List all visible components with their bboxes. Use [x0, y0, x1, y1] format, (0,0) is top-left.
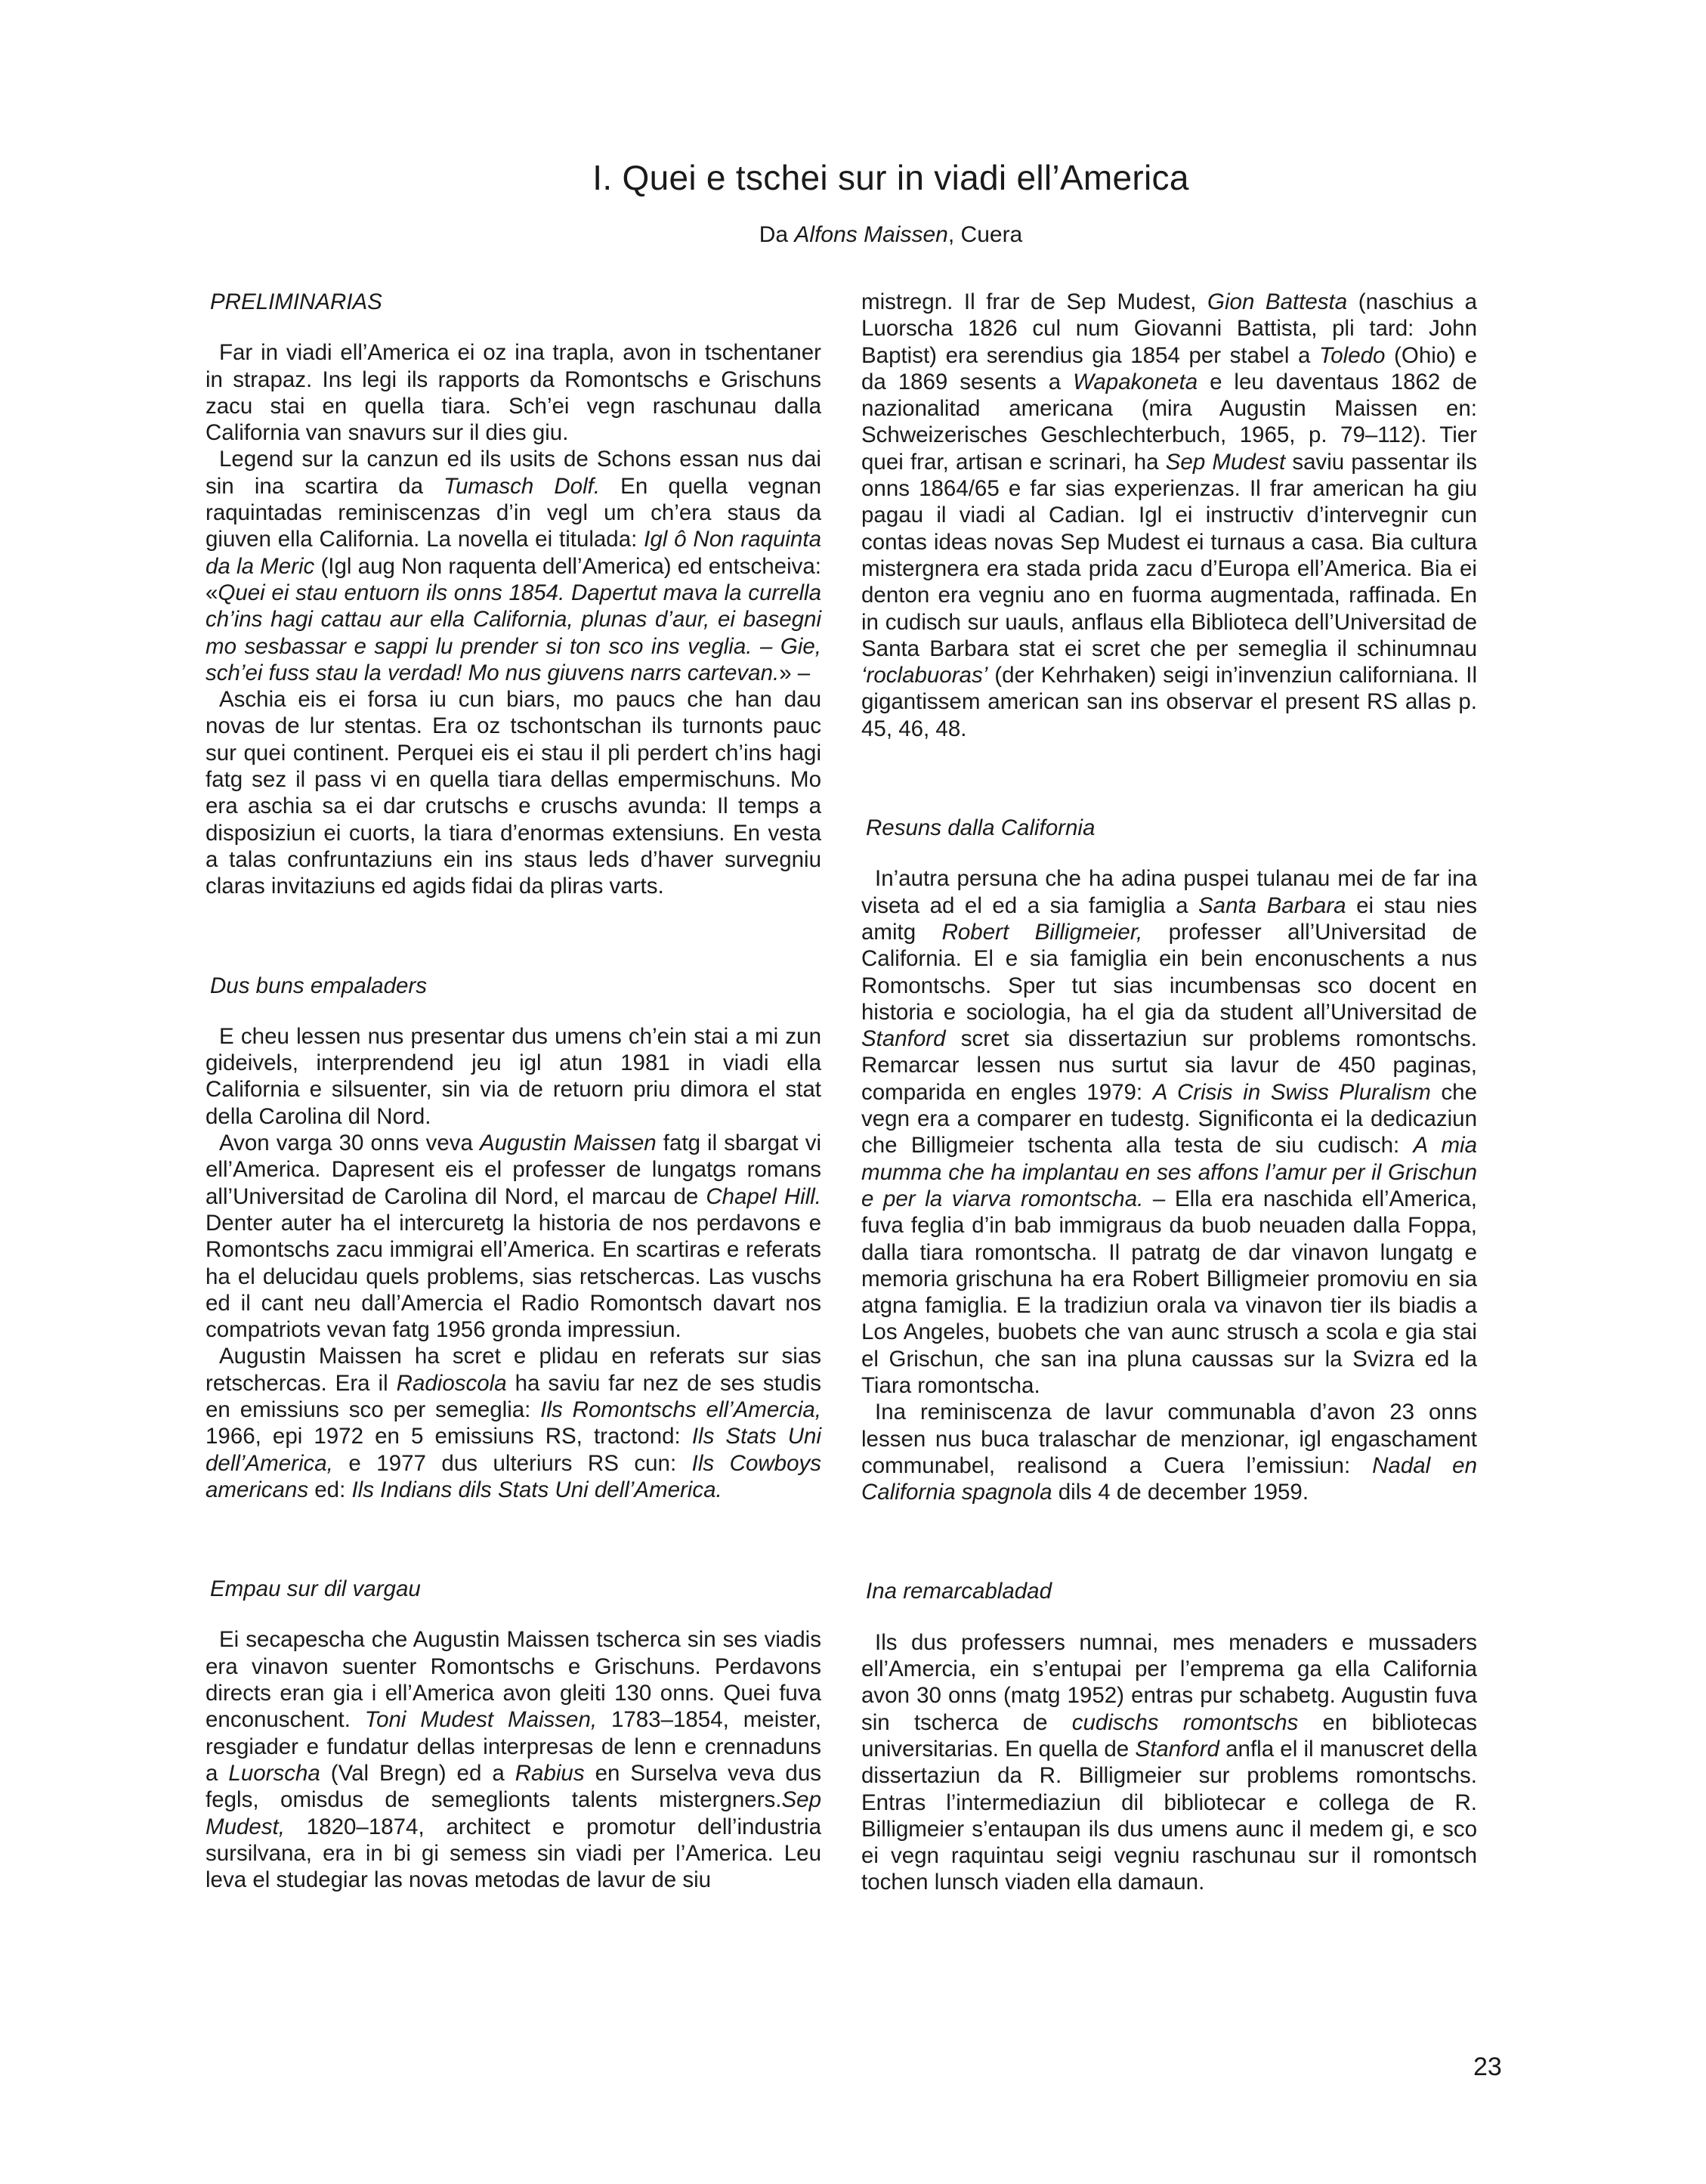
paragraph: In’autra persuna che ha adina puspei tulanau mei de far ina viseta ad el ed a sia famiglia a Santa Barbara ei stau nies amitg Robert Billigmeier, professer all’Universitad de California. El e sia famiglia ein bein enconuschents a nus Romontschs. Sper tut sias incumbensas sco docent en historia e sociologia, ha el gia da student all’Universitad de Stanford scret sia dissertaziun sur problems romontschs. Remarcar lessen nus surtut sia lavur de 450 paginas, comparida en engles 1979: A Crisis in Swiss Pluralism che vegn era a comparer en tudestg. Significonta ei la dedicaziun che Billigmeier tschenta alla testa de siu cudisch: A mia mumma che ha implantau en ses affons l’amur per il Grischun e per la viarva romontscha. – Ella era naschida ell’America, fuva feglia d’in bab immigraus da buob neuaden dalla Foppa, dalla tiara romontscha. Il patratg de dar vinavon lungatg e memoria grischuna ha era Robert Billigmeier promoviu en sia atgna famiglia. E la tradiziun orala va vinavon tier ils biadis a Los Angeles, buobets che van aunc strusch a scola e gia stai el Grischun, che san ina pluna caussas sur la Svizra ed la Tiara romontscha. — [861, 866, 1477, 1398]
byline-suffix: , Cuera — [947, 222, 1023, 247]
section-heading-resuns: Resuns dalla California — [866, 815, 1096, 841]
page-number: 23 — [1473, 2053, 1502, 2081]
section-heading-dus-buns: Dus buns empaladers — [210, 973, 427, 998]
section-heading-remarcabladad: Ina remarcabladad — [866, 1579, 1052, 1604]
paragraph: Augustin Maissen ha scret e plidau en referats sur sias retschercas. Era il Radioscola ha saviu far nez de ses studis en emissiuns sco per semeglia: Ils Romontschs ell’Amercia, 1966, epi 1972 en 5 emissiuns RS, tractond: Ils Stats Uni dell’America, e 1977 dus ulteriurs RS cun: Ils Cowboys americans ed: Ils Indians dils Stats Uni dell’America. — [206, 1344, 822, 1502]
right-column — [861, 289, 1477, 1896]
page-title: I. Quei e tschei sur in viadi ell’America — [592, 158, 1189, 197]
byline-author: Alfons Maissen — [794, 222, 948, 247]
paragraph: Ils dus professers numnai, mes menaders e mussaders ell’Amercia, ein s’entupai per l’emprema ga ella California avon 30 onns (matg 1952) entras pur schabetg. Augustin fuva sin tscherca de cudischs romontschs en bibliotecas universitarias. En quella de Stanford anfla el il manuscret della dissertaziun da R. Billigmeier sur problems romontschs. Entras l’intermediaziun dil bibliotecar e collega de R. Billigmeier s’entaupan ils dus umens aunc il medem gi, e sco ei vegn raquintau seigi vegniu raschunau sur il romontsch tochen lunsch viaden ella damaun. — [861, 1629, 1478, 1895]
paragraph: Avon varga 30 onns veva Augustin Maissen fatg il sbargat vi ell’America. Dapresent eis el professer de lungatgs romans all’Universitad de Carolina dil Nord, el marcau de Chapel Hill. Denter auter ha el intercuretg la historia de nos perdavons e Romontschs zacu immigrai ell’America. En scartiras e referats ha el delucidau quels problems, sias retschercas. Las vuschs ed il cant neu dall’Amercia el Radio Romontsch davart nos compatriots vevan fatg 1956 gronda impressiun. — [206, 1131, 822, 1343]
section-heading-preliminarias: PRELIMINARIAS — [210, 289, 382, 314]
paragraph: E cheu lessen nus presentar dus umens ch’ein stai a mi zun gideivels, interprendend jeu igl atun 1981 in viadi ella California e silsuenter, sin via de retuorn priu dimora el stat della Carolina dil Nord. — [206, 1023, 821, 1129]
paragraph: Ei secapescha che Augustin Maissen tscherca sin ses viadis era vinavon suenter Romontschs e Grischuns. Perdavons directs eran gia i ell’America avon gleiti 130 onns. Quei fuva enconuschent. Toni Mudest Maissen, 1783–1854, meister, resgiader e fundatur dellas interpresas de lenn e crennaduns a Luorscha (Val Bregn) ed a Rabius en Surselva veva dus fegls, omisdus de semeglionts talents mistergners.Sep Mudest, 1820–1874, architect e promotur dell’industria sursilvana, era in bi gi semess sin viadi per l’America. Leu leva el studegiar las novas metodas de lavur de siu — [206, 1627, 821, 1893]
paragraph: Aschia eis ei forsa iu cun biars, mo paucs che han dau novas de lur stentas. Era oz tschontschan ils turnonts pauc sur quei continent. Perquei eis ei stau il pli perdert ch’ins hagi fatg sez il pass vi en quella tiara dellas empermischuns. Mo era aschia sa ei dar crutschs e cruschs avunda: Il temps a disposiziun ei cuorts, la tiara d’enormas extensiuns. En vesta a talas confruntaziuns ein ins staus leds d’haver survegniu claras invitaziuns ed agids fidai da pliras varts. — [206, 687, 821, 899]
paragraph: mistregn. Il frar de Sep Mudest, Gion Battesta (naschius a Luorscha 1826 cul num Giovanni Battista, pli tard: John Baptist) era serendius gia 1854 per stabel a Toledo (Ohio) e da 1869 sesents a Wapakoneta e leu daventaus 1862 de nazionalitad americana (mira Augustin Maissen en: Schweizerisches Geschlechterbuch, 1965, p. 79–112). Tier quei frar, artisan e scrinari, ha Sep Mudest saviu passentar ils onns 1864/65 e far sias experienzas. Il frar american ha giu pagau il viadi al Cadian. Igl ei instructiv d’intervegnir cun contas ideas novas Sep Mudest ei turnaus a casa. Bia cultura mistergnera era stada prida zacu d’Europa ell’America. Bia ei denton era vegniu ano en fuorma augmentada, raffinada. En in cudisch sur uauls, anflaus ella Biblioteca dell’Universitad de Santa Barbara stat ei scret che per semeglia il schinumnau ‘roclabuoras’ (der Kehrhaken) seigi in’invenziun californiana. Il gigantissem american san ins observar el present RS allas p. 45, 46, 48. — [861, 289, 1478, 741]
left-column — [206, 289, 821, 1893]
section-heading-empau-sur: Empau sur dil vargau — [210, 1576, 421, 1602]
paragraph: Ina reminiscenza de lavur communabla d’avon 23 onns lessen nus buca tralaschar de menzionar, igl engaschament communabel, realisond a Cuera l’emissiun: Nadal en California spagnola dils 4 de december 1959. — [861, 1400, 1477, 1505]
byline — [0, 222, 1706, 248]
paragraph: Far in viadi ell’America ei oz ina trapla, avon in tschentaner in strapaz. Ins legi ils rapports da Romontschs e Grischuns zacu stai en quella tiara. Sch’ei vegn raschunau dalla California van snavurs sur il dies giu. — [206, 340, 821, 446]
byline-prefix: Da — [759, 222, 795, 247]
paragraph: Legend sur la canzun ed ils usits de Schons essan nus dai sin ina scartira da Tumasch Dolf. En quella vegnan raquintadas reminiscenzas d’in vegl um ch’era staus da giuven ella California. La novella ei titulada: Igl ô Non raquinta da la Meric (Igl aug Non raquenta dell’America) ed entscheiva: «Quei ei stau entuorn ils onns 1854. Dapertut mava la currella ch’ins hagi cattau aur ella California, plunas d’aur, ei basegni mo sesbassar e sappi lu prender si ton sco ins veglia. – Gie, sch’ei fuss stau la verdad! Mo nus giuvens narrs cartevan.» – — [206, 447, 821, 685]
